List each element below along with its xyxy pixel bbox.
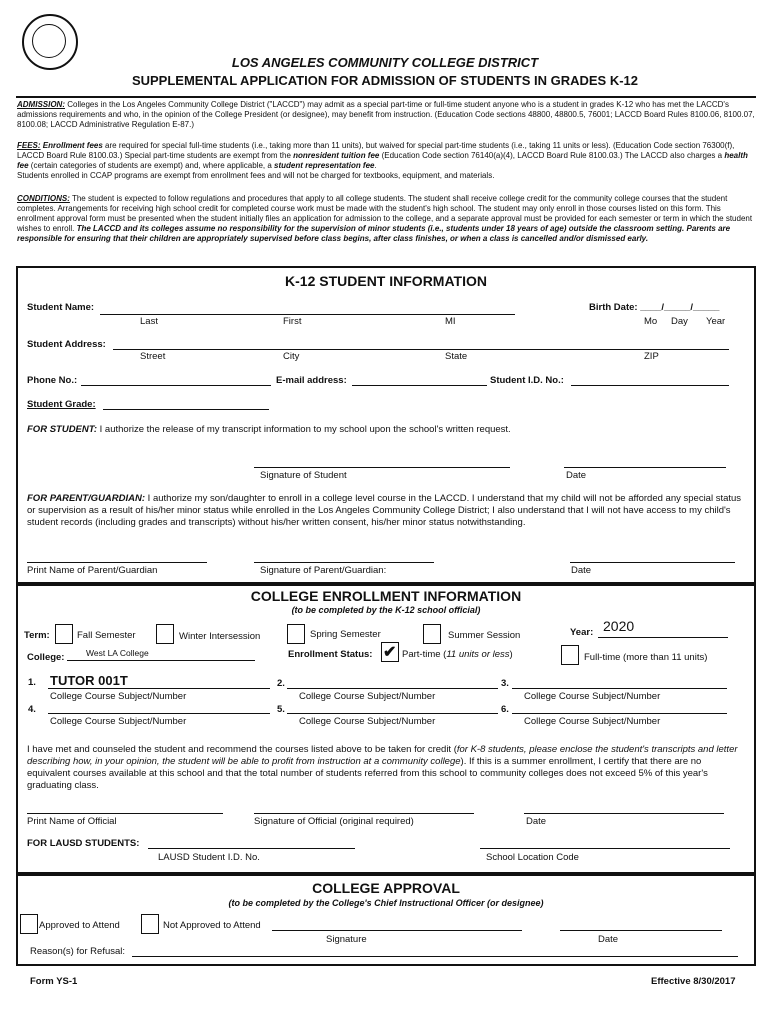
approved-checkbox[interactable] (20, 914, 38, 934)
not-approved-checkbox[interactable] (141, 914, 159, 934)
street-caption: Street (140, 351, 166, 362)
parent-name-field[interactable] (27, 562, 207, 563)
student-date-field[interactable] (564, 467, 726, 468)
term-label: Term: (24, 630, 50, 641)
course-caption-1: College Course Subject/Number (50, 691, 187, 702)
course-caption-5: College Course Subject/Number (299, 716, 436, 727)
approval-subtitle: (to be completed by the College's Chief Instructional Officer (or designee) (228, 898, 544, 908)
form-number: Form YS-1 (30, 976, 78, 987)
lausd-id-field[interactable] (148, 848, 355, 849)
official-date-caption: Date (526, 816, 547, 827)
sig-student-caption: Signature of Student (260, 470, 347, 481)
enrollment-status-label: Enrollment Status: (288, 649, 373, 660)
official-signature-field[interactable] (254, 813, 474, 814)
year-caption: Year (706, 316, 726, 327)
lausd-label: FOR LAUSD STUDENTS: (27, 838, 140, 849)
admission-paragraph: ADMISSION: Colleges in the Los Angeles Community College District ("LACCD") may admit as a special part-time or full-time student anyone who is a student in grades K-12 who has met the LACCD's admissions requirements and who, in the opinion of the College President (or designee), may benefit from instruction. (Education Code sections 48800, 48800.5, 76001; LACCD Board Rules 8100.06, 8100.07, 8100.08; LACCD Administrative Regulation E-87.) (17, 100, 755, 129)
approval-signature-caption: Signature (326, 934, 367, 945)
counsel-text: I have met and counseled the student and recommend the courses listed above to be taken for credit (for K-8 students, please enclose the student's transcripts and letter describing how, in your opinion, the student will be able to profit from instruction at a community college). If this is a summer enrollment, I certify that there are no equivalent courses available at this school and that the total number of students referred from this school to community colleges does not exceed 5% of this year's graduating class. (27, 744, 738, 791)
student-id-label: Student I.D. No.: (490, 375, 564, 386)
winter-checkbox[interactable] (156, 624, 174, 644)
school-code-caption: School Location Code (486, 852, 579, 863)
student-signature-field[interactable] (254, 467, 510, 468)
approved-label: Approved to Attend (39, 920, 120, 931)
summer-label: Summer Session (448, 630, 521, 641)
conditions-paragraph: CONDITIONS: The student is expected to follow regulations and procedures that apply to all college students. The student shall receive college credit for the community college courses that the student completes. Arrangements for receiving high school credit for completed course work must be made with the student's high school. The student may only enroll in those courses listed on this form. This enrollment approval form must be presented when the student initially files an application for admission to the college, and a separate approval must be provided for each semester or term in which the student wishes to enroll. The LACCD and its colleges assume no responsibility for the supervision of minor students (i.e., students under 18 years of age) outside the classroom setting. Parents are responsible for ensuring that their children are appropriately supervised before class begins, after class finishes, or when a class is cancelled and/or dismissed early. (17, 194, 753, 243)
approval-date-caption: Date (598, 934, 619, 945)
official-name-field[interactable] (27, 813, 223, 814)
grade-label: Student Grade: (27, 399, 96, 410)
course-6-field[interactable] (512, 713, 727, 714)
address-label: Student Address: (27, 339, 106, 350)
fulltime-checkbox[interactable] (561, 645, 579, 665)
phone-label: Phone No.: (27, 375, 78, 386)
approval-title: COLLEGE APPROVAL (312, 880, 460, 896)
header-rule (16, 96, 756, 98)
course-4-field[interactable] (48, 713, 270, 714)
last-caption: Last (140, 316, 158, 327)
student-name-field[interactable] (100, 314, 515, 315)
parttime-label: Part-time (11 units or less) (402, 649, 513, 660)
email-field[interactable] (352, 385, 487, 386)
first-caption: First (283, 316, 302, 327)
school-code-field[interactable] (480, 848, 730, 849)
year-label: Year: (570, 627, 594, 638)
parttime-checkbox[interactable] (381, 642, 399, 662)
winter-label: Winter Intersession (179, 631, 261, 642)
college-field[interactable] (67, 660, 255, 661)
course-1-value: TUTOR 001T (50, 673, 128, 688)
college-label: College: (27, 652, 65, 663)
enrollment-title: COLLEGE ENROLLMENT INFORMATION (250, 588, 522, 604)
email-label: E-mail address: (276, 375, 347, 386)
student-name-label: Student Name: (27, 302, 95, 313)
mo-caption: Mo (644, 316, 658, 327)
course-num-5: 5. (277, 704, 285, 715)
check-mark-icon: ✔ (383, 644, 397, 661)
course-num-2: 2. (277, 678, 285, 689)
k12-title: K-12 STUDENT INFORMATION (285, 273, 487, 289)
grade-field[interactable] (103, 409, 269, 410)
birth-date-label[interactable]: Birth Date: ____/_____/_____ (589, 302, 720, 313)
lausd-id-caption: LAUSD Student I.D. No. (158, 852, 260, 863)
fall-checkbox[interactable] (55, 624, 73, 644)
refusal-field[interactable] (132, 956, 738, 957)
course-num-4: 4. (28, 704, 36, 715)
course-5-field[interactable] (287, 713, 498, 714)
official-date-field[interactable] (524, 813, 724, 814)
course-2-field[interactable] (287, 688, 498, 689)
approval-date-field[interactable] (560, 930, 722, 931)
for-parent-text: FOR PARENT/GUARDIAN: I authorize my son/daughter to enroll in a college level course in the LACCD. I understand that my child will not be afforded any special status or supervision as a result of his/her minor status while enrolled in the Los Angeles Community College District; I also understand that I will not have access to my child's student records (including grades and transcripts) without his/her written consent, his/her minor status notwithstanding. (27, 493, 742, 528)
course-3-field[interactable] (512, 688, 727, 689)
address-field[interactable] (113, 349, 729, 350)
phone-field[interactable] (81, 385, 271, 386)
enrollment-section (16, 584, 756, 874)
date-caption-2: Date (571, 565, 592, 576)
not-approved-label: Not Approved to Attend (163, 920, 261, 931)
fulltime-label: Full-time (more than 11 units) (584, 652, 708, 663)
zip-caption: ZIP (644, 351, 659, 362)
course-num-3: 3. (501, 678, 509, 689)
course-caption-2: College Course Subject/Number (299, 691, 436, 702)
summer-checkbox[interactable] (423, 624, 441, 644)
college-value: West LA College (86, 648, 149, 658)
sig-parent-caption: Signature of Parent/Guardian: (260, 565, 387, 576)
approval-signature-field[interactable] (272, 930, 522, 931)
course-1-field[interactable] (48, 688, 270, 689)
spring-checkbox[interactable] (287, 624, 305, 644)
parent-signature-field[interactable] (254, 562, 434, 563)
effective-date: Effective 8/30/2017 (651, 976, 736, 987)
course-caption-3: College Course Subject/Number (524, 691, 661, 702)
student-id-field[interactable] (571, 385, 729, 386)
sig-official-caption: Signature of Official (original required) (254, 816, 414, 827)
parent-date-field[interactable] (570, 562, 735, 563)
mi-caption: MI (445, 316, 456, 327)
for-student-text: FOR STUDENT: I authorize the release of my transcript information to my school upon the school's written request. (27, 424, 511, 435)
course-caption-4: College Course Subject/Number (50, 716, 187, 727)
fall-label: Fall Semester (77, 630, 136, 641)
print-parent-caption: Print Name of Parent/Guardian (27, 565, 158, 576)
fees-paragraph: FEES: Enrollment fees are required for special full-time students (i.e., taking more than 11 units), but waived for special part-time students (i.e., taking 11 units or less). (Education Code section 76300(f), LACCD Board Rule 8100.03.) Special part-time students are exempt from the nonresident tuition fee (Education Code section 76140(a)(4), LACCD Board Rule 8100.03.) The LACCD also charges a health fee (certain categories of students are exempt) and, where applicable, a student representation fee. Students enrolled in CCAP programs are exempt from enrollment fees and will not be charged for textbooks, equipment, and materials. (17, 141, 748, 180)
spring-label: Spring Semester (310, 629, 381, 640)
date-caption: Date (566, 470, 587, 481)
print-official-caption: Print Name of Official (27, 816, 117, 827)
state-caption: State (445, 351, 468, 362)
enrollment-subtitle: (to be completed by the K-12 school official) (291, 605, 481, 615)
form-title: SUPPLEMENTAL APPLICATION FOR ADMISSION OF STUDENTS IN GRADES K-12 (131, 73, 639, 88)
refusal-label: Reason(s) for Refusal: (30, 946, 126, 957)
day-caption: Day (671, 316, 688, 327)
year-field[interactable] (598, 637, 728, 638)
course-caption-6: College Course Subject/Number (524, 716, 661, 727)
course-num-6: 6. (501, 704, 509, 715)
city-caption: City (283, 351, 300, 362)
district-title: LOS ANGELES COMMUNITY COLLEGE DISTRICT (231, 55, 539, 70)
course-num-1: 1. (28, 677, 36, 688)
year-value: 2020 (603, 618, 635, 634)
